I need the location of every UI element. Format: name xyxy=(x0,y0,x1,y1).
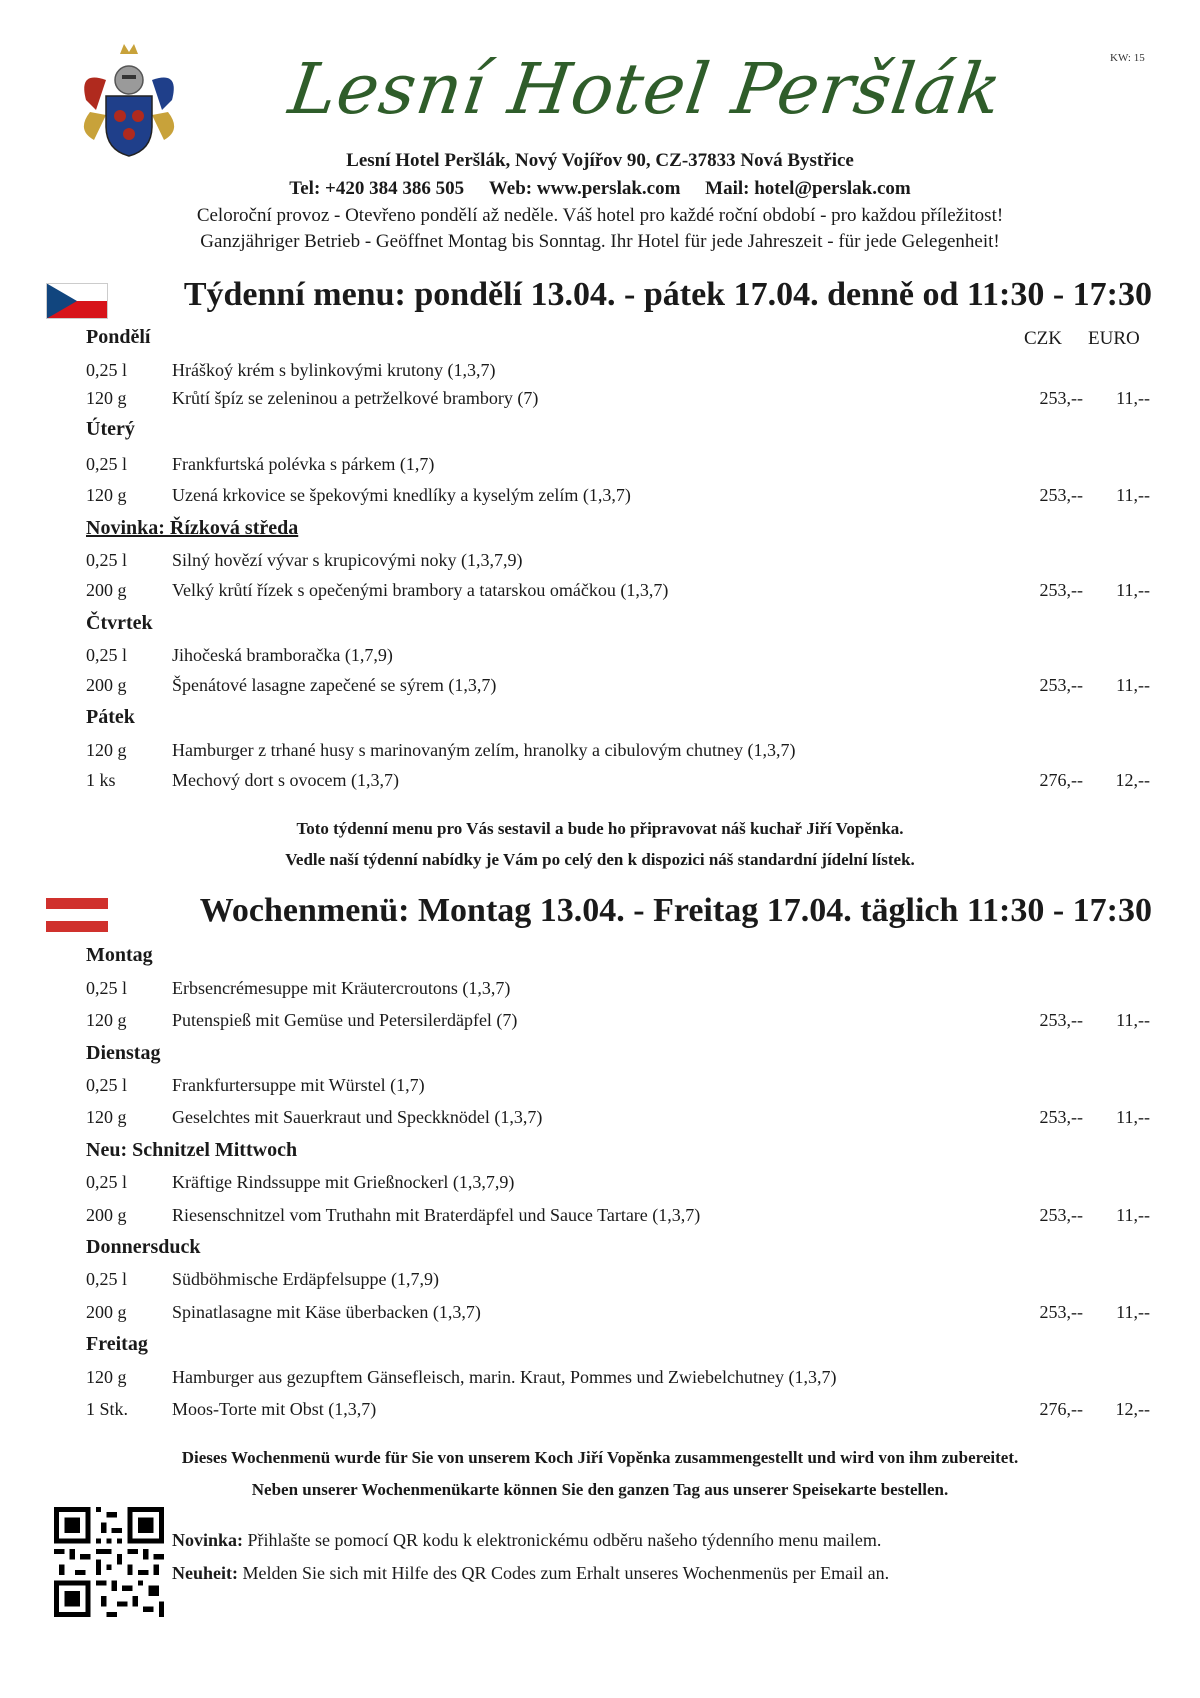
item-dish: Südböhmische Erdäpfelsuppe (1,7,9) xyxy=(172,1269,439,1289)
de-chef-note: Dieses Wochenmenü wurde für Sie von unserem Koch Jiří Vopěnka zusammengestellt und wird von ihm zubereitet. xyxy=(181,1448,1019,1467)
de-standard-menu-note: Neben unserer Wochenmenükarte können Sie den ganzen Tag aus unserer Speisekarte bestellen. xyxy=(251,1480,949,1499)
cz-menu-heading: Týdenní menu: pondělí 13.04. - pátek 17.04. denně od 11:30 - 17:30 xyxy=(183,276,1152,313)
item-qty: 0,25 l xyxy=(86,360,128,380)
item-price-czk: 276,-- xyxy=(1039,770,1083,790)
day-heading: Novinka: Řízková středa xyxy=(86,517,299,539)
item-qty: 200 g xyxy=(86,1205,127,1225)
item-qty: 200 g xyxy=(86,580,127,600)
hotel-contact xyxy=(90,178,1110,200)
item-price-czk: 253,-- xyxy=(1039,1302,1083,1322)
item-price-eur: 11,-- xyxy=(1116,1205,1150,1225)
item-price-czk: 253,-- xyxy=(1039,580,1083,600)
item-dish: Kräftige Rindssuppe mit Grießnockerl (1,3,7,9) xyxy=(172,1172,515,1192)
item-qty: 200 g xyxy=(86,1302,127,1322)
qr-note-de xyxy=(172,1563,889,1584)
czech-flag-icon xyxy=(46,283,108,319)
coat-of-arms-icon xyxy=(76,40,182,160)
item-price-czk: 253,-- xyxy=(1039,485,1083,505)
item-dish: Velký krůtí řízek s opečenými brambory a tatarskou omáčkou (1,3,7) xyxy=(172,580,669,600)
item-qty: 120 g xyxy=(86,1010,127,1030)
hotel-brand-title: Lesní Hotel Peršlák xyxy=(284,48,1008,130)
austrian-flag-icon xyxy=(46,898,108,932)
day-heading: Neu: Schnitzel Mittwoch xyxy=(86,1139,298,1161)
item-qty: 0,25 l xyxy=(86,550,128,570)
item-qty: 120 g xyxy=(86,1107,127,1127)
hotel-address: Lesní Hotel Peršlák, Nový Vojířov 90, CZ-37833 Nová Bystřice xyxy=(346,150,854,171)
item-qty: 0,25 l xyxy=(86,1075,128,1095)
item-price-czk: 253,-- xyxy=(1039,1010,1083,1030)
item-qty: 120 g xyxy=(86,485,127,505)
qr-text-cz: Přihlašte se pomocí QR kodu k elektronickému odběru našeho týdenního menu mailem. xyxy=(243,1530,882,1550)
qr-code-icon[interactable] xyxy=(54,1507,164,1617)
info-cz: Celoroční provoz - Otevřeno pondělí až neděle. Váš hotel pro každé roční období - pro každou příležitost! xyxy=(196,205,1004,226)
day-heading: Úterý xyxy=(86,418,135,440)
item-qty: 1 ks xyxy=(86,770,116,790)
item-dish: Špenátové lasagne zapečené se sýrem (1,3,7) xyxy=(172,675,497,695)
item-price-eur: 11,-- xyxy=(1116,580,1150,600)
item-dish: Moos-Torte mit Obst (1,3,7) xyxy=(172,1399,377,1419)
item-dish: Frankfurtská polévka s párkem (1,7) xyxy=(172,454,435,474)
item-price-eur: 12,-- xyxy=(1115,770,1150,790)
item-price-eur: 11,-- xyxy=(1116,1302,1150,1322)
item-price-czk: 253,-- xyxy=(1039,1205,1083,1225)
item-dish: Uzená krkovice se špekovými knedlíky a kyselým zelím (1,3,7) xyxy=(172,485,631,505)
item-price-czk: 253,-- xyxy=(1039,675,1083,695)
item-qty: 120 g xyxy=(86,740,127,760)
phone: Tel: +420 384 386 505 xyxy=(289,178,465,199)
item-dish: Mechový dort s ovocem (1,3,7) xyxy=(172,770,399,790)
item-dish: Riesenschnitzel vom Truthahn mit Braterdäpfel und Sauce Tartare (1,3,7) xyxy=(172,1205,701,1225)
item-dish: Spinatlasagne mit Käse überbacken (1,3,7) xyxy=(172,1302,481,1322)
item-qty: 200 g xyxy=(86,675,127,695)
item-dish: Erbsencrémesuppe mit Kräutercroutons (1,3,7) xyxy=(172,978,511,998)
item-qty: 120 g xyxy=(86,388,127,408)
item-qty: 120 g xyxy=(86,1367,127,1387)
col-euro: EURO xyxy=(1088,328,1140,349)
day-heading: Freitag xyxy=(86,1333,148,1355)
item-price-czk: 276,-- xyxy=(1039,1399,1083,1419)
qr-label-cz: Novinka: xyxy=(172,1530,244,1550)
item-price-eur: 12,-- xyxy=(1115,1399,1150,1419)
day-heading: Pondělí xyxy=(86,326,151,348)
item-dish: Hráškoý krém s bylinkovými krutony (1,3,7) xyxy=(172,360,496,380)
item-price-eur: 11,-- xyxy=(1116,1010,1150,1030)
item-dish: Hamburger aus gezupftem Gänsefleisch, marin. Kraut, Pommes und Zwiebelchutney (1,3,7) xyxy=(172,1367,837,1387)
item-price-eur: 11,-- xyxy=(1116,485,1150,505)
calendar-week-label: KW: 15 xyxy=(1110,52,1145,64)
item-dish: Krůtí špíz se zeleninou a petrželkové brambory (7) xyxy=(172,388,539,408)
day-heading: Montag xyxy=(86,944,153,966)
item-dish: Geselchtes mit Sauerkraut und Speckknödel (1,3,7) xyxy=(172,1107,543,1127)
item-dish: Jihočeská bramboračka (1,7,9) xyxy=(172,645,393,665)
item-price-czk: 253,-- xyxy=(1039,388,1083,408)
item-dish: Hamburger z trhané husy s marinovaným zelím, hranolky a cibulovým chutney (1,3,7) xyxy=(172,740,796,760)
qr-label-de: Neuheit: xyxy=(172,1563,238,1583)
col-czk: CZK xyxy=(1024,328,1062,349)
qr-text-de: Melden Sie sich mit Hilfe des QR Codes zum Erhalt unseres Wochenmenüs per Email an. xyxy=(238,1563,890,1583)
item-qty: 1 Stk. xyxy=(86,1399,129,1419)
day-heading: Donnersduck xyxy=(86,1236,201,1258)
de-menu-heading: Wochenmenü: Montag 13.04. - Freitag 17.04. täglich 11:30 - 17:30 xyxy=(199,892,1152,929)
item-price-eur: 11,-- xyxy=(1116,1107,1150,1127)
item-price-eur: 11,-- xyxy=(1116,675,1150,695)
item-qty: 0,25 l xyxy=(86,645,128,665)
cz-standard-menu-note: Vedle naší týdenní nabídky je Vám po celý den k dispozici náš standardní jídelní lístek. xyxy=(285,850,915,869)
item-price-czk: 253,-- xyxy=(1039,1107,1083,1127)
cz-chef-note: Toto týdenní menu pro Vás sestavil a bude ho připravovat náš kuchař Jiří Vopěnka. xyxy=(296,819,904,838)
day-heading: Čtvrtek xyxy=(86,612,153,634)
item-price-eur: 11,-- xyxy=(1116,388,1150,408)
item-qty: 0,25 l xyxy=(86,454,128,474)
day-heading: Dienstag xyxy=(86,1042,161,1064)
item-dish: Silný hovězí vývar s krupicovými noky (1,3,7,9) xyxy=(172,550,523,570)
qr-note-cz xyxy=(172,1530,881,1551)
info-de: Ganzjähriger Betrieb - Geöffnet Montag bis Sonntag. Ihr Hotel für jede Jahreszeit - für jede Gelegenheit! xyxy=(200,231,1000,252)
day-heading: Pátek xyxy=(86,706,135,728)
item-qty: 0,25 l xyxy=(86,978,128,998)
website-link[interactable]: Web: www.perslak.com xyxy=(488,178,681,199)
item-qty: 0,25 l xyxy=(86,1172,128,1192)
email-link[interactable]: Mail: hotel@perslak.com xyxy=(705,178,911,199)
item-dish: Putenspieß mit Gemüse und Petersilerdäpfel (7) xyxy=(172,1010,518,1030)
item-dish: Frankfurtersuppe mit Würstel (1,7) xyxy=(172,1075,425,1095)
item-qty: 0,25 l xyxy=(86,1269,128,1289)
